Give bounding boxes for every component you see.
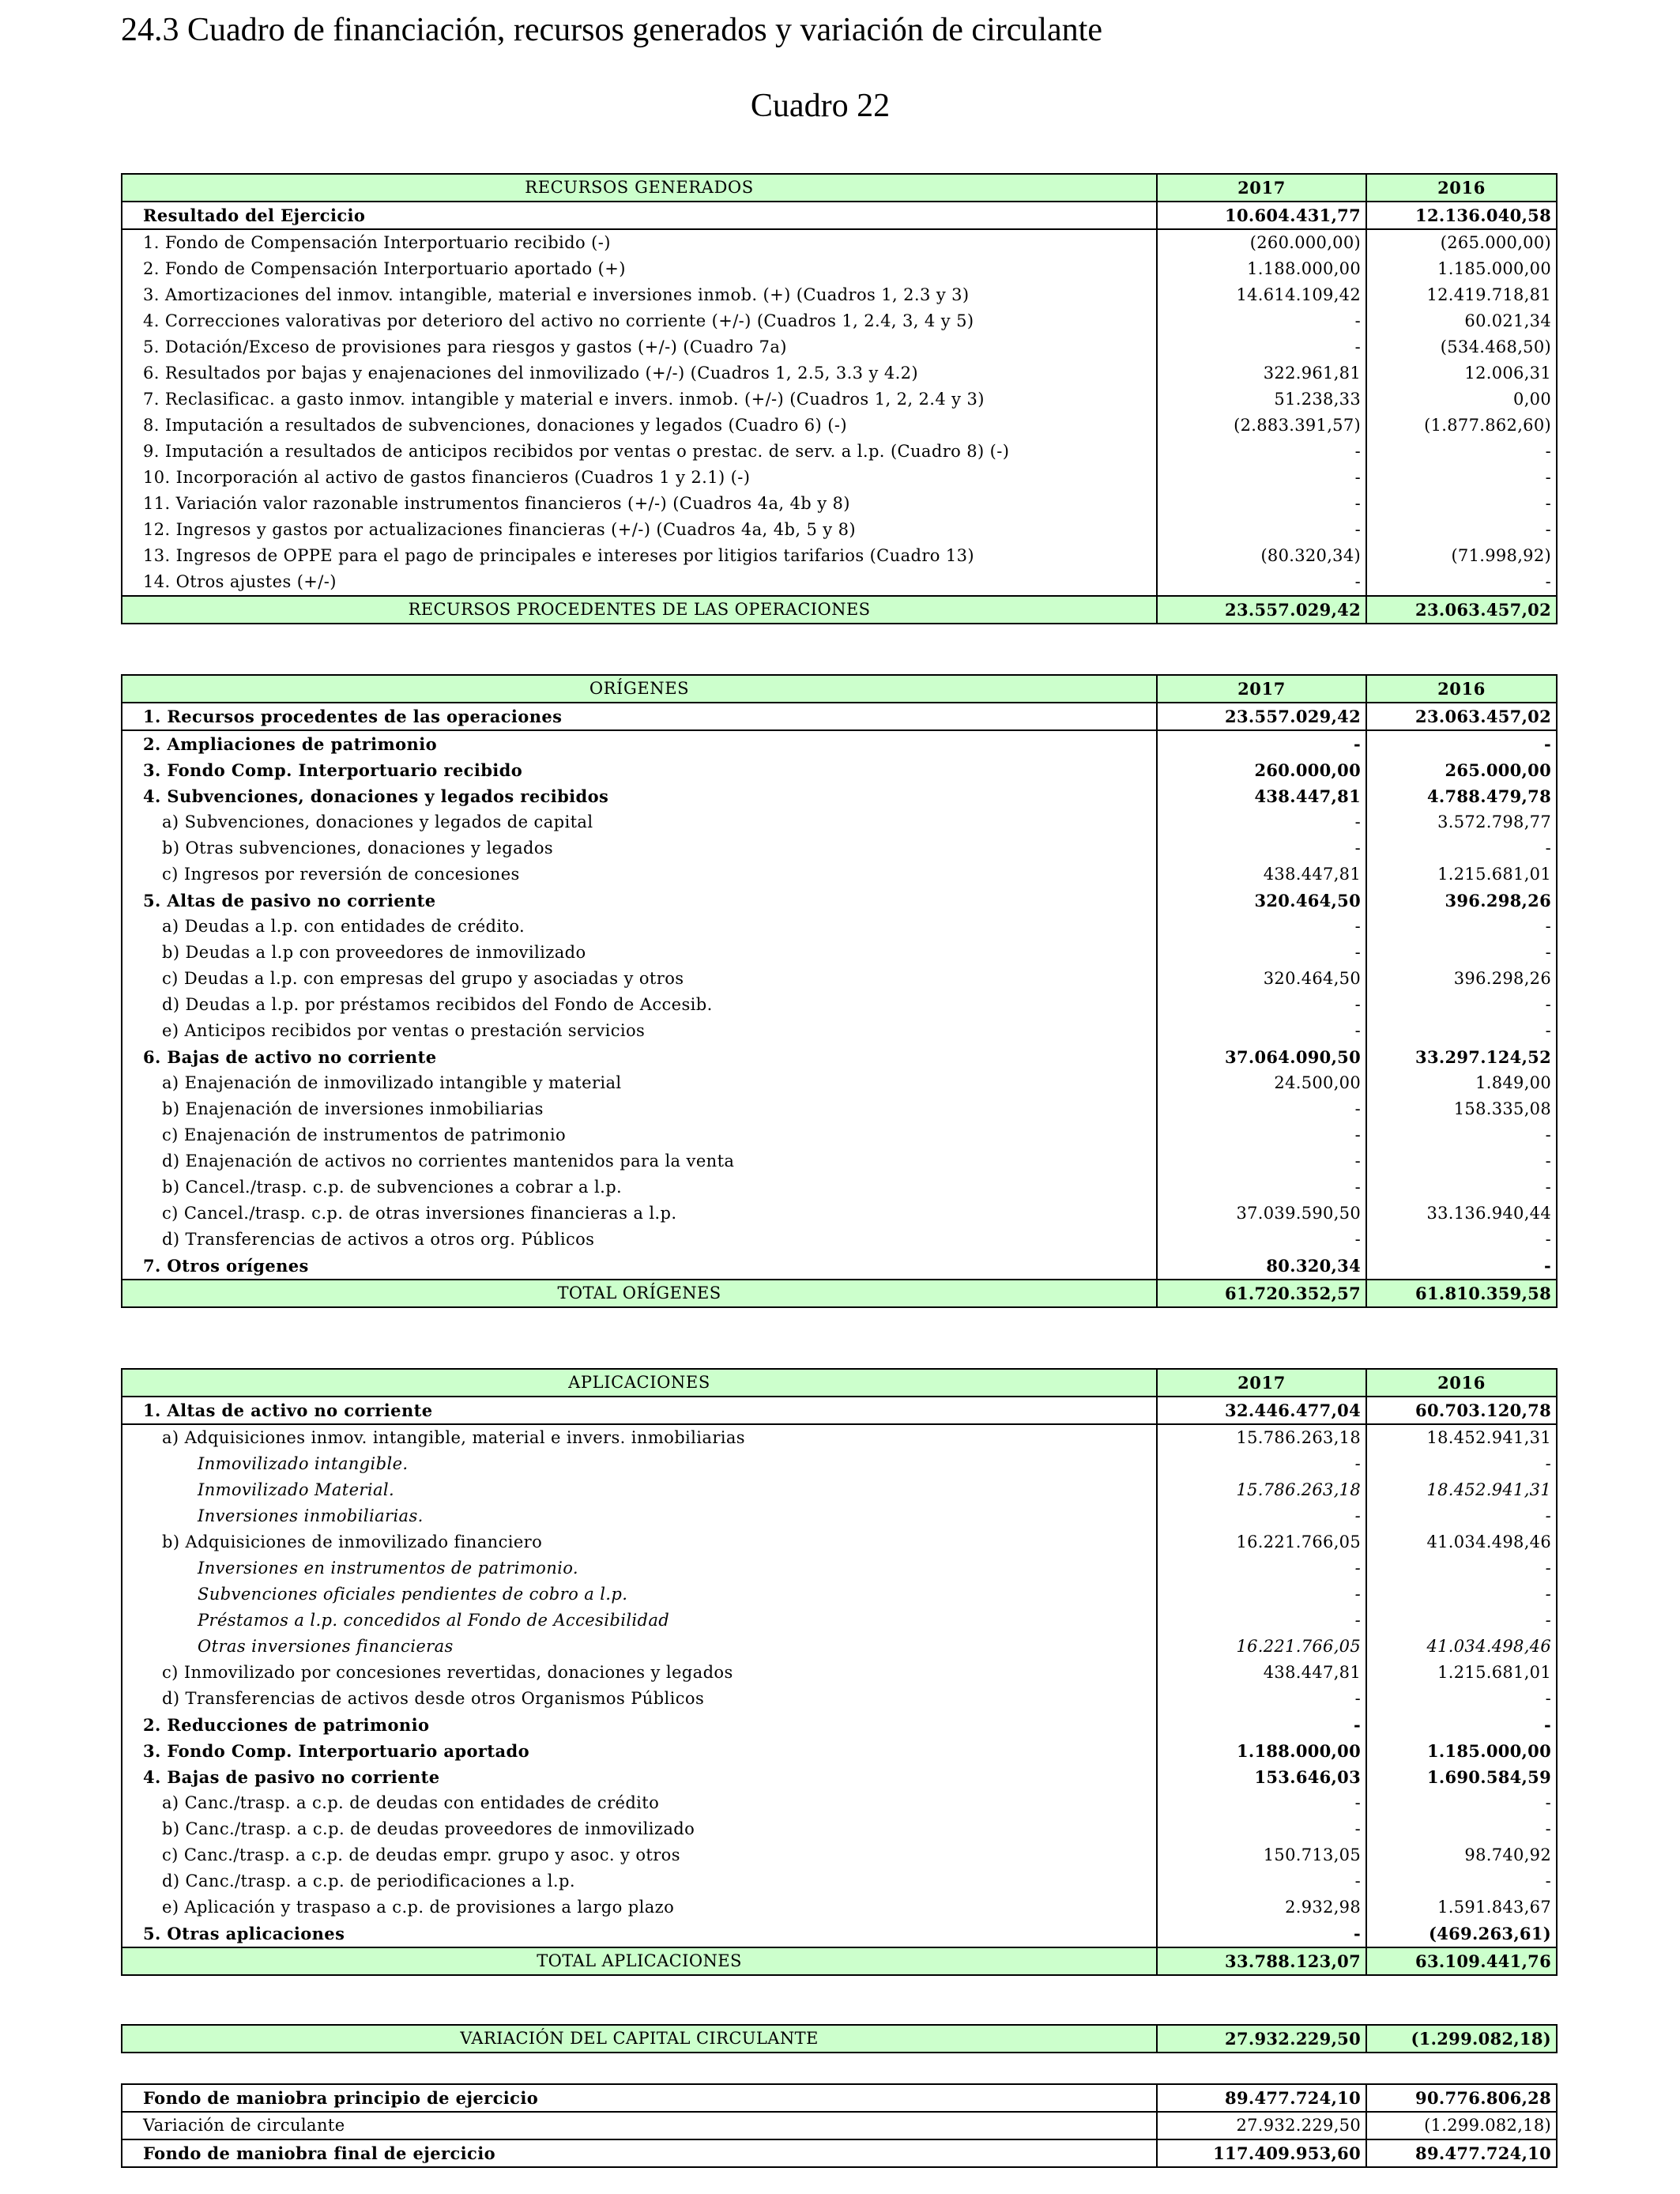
- row-value-2016: 4.788.479,78: [1366, 783, 1557, 809]
- variacion-row: [122, 2025, 1557, 2053]
- row-value-2017: -: [1157, 940, 1366, 966]
- table-row: [122, 757, 1557, 783]
- row-value-2017: -: [1157, 465, 1366, 491]
- row-value-2016: (71.998,92): [1366, 543, 1557, 569]
- row-value-2016: -: [1366, 569, 1557, 596]
- table-row: [122, 835, 1557, 861]
- row-value-2016: 1.690.584,59: [1366, 1764, 1557, 1790]
- row-value-2017: 1.188.000,00: [1157, 1738, 1366, 1764]
- table-row: [122, 2084, 1557, 2112]
- row-value-2017: -: [1157, 1451, 1366, 1477]
- table-row: [122, 1634, 1557, 1660]
- row-value-2016: -: [1366, 940, 1557, 966]
- row-label: b) Adquisiciones de inmovilizado financiero: [122, 1529, 1157, 1555]
- total-value-2016: 63.109.441,76: [1366, 1947, 1557, 1975]
- row-label: 12. Ingresos y gastos por actualizaciones financieras (+/-) (Cuadros 4a, 4b, 5 y 8): [122, 517, 1157, 543]
- row-label: 4. Bajas de pasivo no corriente: [122, 1764, 1157, 1790]
- row-value-2017: 37.064.090,50: [1157, 1044, 1366, 1070]
- table-row: [122, 1477, 1557, 1503]
- row-value-2016: -: [1366, 1451, 1557, 1477]
- row-value-2016: -: [1366, 835, 1557, 861]
- row-label: e) Anticipos recibidos por ventas o prestación servicios: [122, 1018, 1157, 1044]
- row-label: 5. Altas de pasivo no corriente: [122, 888, 1157, 914]
- row-value-2017: -: [1157, 1816, 1366, 1842]
- total-value-2016: 61.810.359,58: [1366, 1280, 1557, 1307]
- row-label: 8. Imputación a resultados de subvenciones, donaciones y legados (Cuadro 6) (-): [122, 413, 1157, 439]
- row-label: c) Deudas a l.p. con empresas del grupo y asociadas y otros: [122, 966, 1157, 992]
- table-row: [122, 1816, 1557, 1842]
- table-row: [122, 202, 1557, 229]
- table-row: [122, 334, 1557, 360]
- row-value-2017: 27.932.229,50: [1157, 2112, 1366, 2139]
- row-value-2016: 1.591.843,67: [1366, 1894, 1557, 1921]
- row-value-2016: -: [1366, 992, 1557, 1018]
- row-label: b) Deudas a l.p con proveedores de inmovilizado: [122, 940, 1157, 966]
- row-value-2016: 98.740,92: [1366, 1842, 1557, 1868]
- row-value-2017: -: [1157, 1868, 1366, 1894]
- row-value-2016: -: [1366, 730, 1557, 757]
- row-value-2016: -: [1366, 1790, 1557, 1816]
- header-year-2016: 2016: [1366, 1369, 1557, 1397]
- row-value-2016: 33.297.124,52: [1366, 1044, 1557, 1070]
- table-row: [122, 229, 1557, 256]
- row-label: 13. Ingresos de OPPE para el pago de principales e intereses por litigios tarifarios (Cuadro 13): [122, 543, 1157, 569]
- table-row: [122, 1122, 1557, 1148]
- row-value-2017: 153.646,03: [1157, 1764, 1366, 1790]
- row-label: 4. Correcciones valorativas por deterioro del activo no corriente (+/-) (Cuadros 1, 2.4, 3, 4 y 5): [122, 308, 1157, 334]
- row-value-2017: 23.557.029,42: [1157, 703, 1366, 730]
- row-value-2017: -: [1157, 1921, 1366, 1947]
- row-label: 6. Resultados por bajas y enajenaciones del inmovilizado (+/-) (Cuadros 1, 2.5, 3.3 y 4.2): [122, 360, 1157, 386]
- row-label: a) Deudas a l.p. con entidades de crédito.: [122, 914, 1157, 940]
- table-row: [122, 256, 1557, 282]
- row-value-2016: 33.136.940,44: [1366, 1201, 1557, 1227]
- row-label: 7. Reclasificac. a gasto inmov. intangible y material e invers. inmob. (+/-) (Cuadros 1, 2, 2.4 y 3): [122, 386, 1157, 413]
- total-row: [122, 1280, 1557, 1307]
- table-row: [122, 1921, 1557, 1947]
- row-label: 1. Fondo de Compensación Interportuario recibido (-): [122, 229, 1157, 256]
- table-row: [122, 1201, 1557, 1227]
- row-label: Fondo de maniobra final de ejercicio: [122, 2139, 1157, 2167]
- row-label: 1. Recursos procedentes de las operaciones: [122, 703, 1157, 730]
- row-value-2016: 12.136.040,58: [1366, 202, 1557, 229]
- table-header-row: [122, 174, 1557, 202]
- table-row: [122, 1070, 1557, 1096]
- row-value-2017: -: [1157, 1686, 1366, 1712]
- table-row: [122, 1581, 1557, 1608]
- row-label: Resultado del Ejercicio: [122, 202, 1157, 229]
- row-value-2017: -: [1157, 1790, 1366, 1816]
- row-value-2016: -: [1366, 1712, 1557, 1738]
- total-label: RECURSOS PROCEDENTES DE LAS OPERACIONES: [122, 596, 1157, 624]
- row-value-2016: (265.000,00): [1366, 229, 1557, 256]
- table-row: [122, 783, 1557, 809]
- row-label: b) Canc./trasp. a c.p. de deudas proveedores de inmovilizado: [122, 1816, 1157, 1842]
- table-row: [122, 282, 1557, 308]
- row-value-2017: -: [1157, 835, 1366, 861]
- row-label: 4. Subvenciones, donaciones y legados recibidos: [122, 783, 1157, 809]
- row-value-2017: -: [1157, 1608, 1366, 1634]
- row-value-2017: 16.221.766,05: [1157, 1634, 1366, 1660]
- table-row: [122, 861, 1557, 888]
- table-row: [122, 1712, 1557, 1738]
- row-value-2017: -: [1157, 1555, 1366, 1581]
- row-value-2016: 1.215.681,01: [1366, 861, 1557, 888]
- table-row: [122, 992, 1557, 1018]
- row-label: 3. Fondo Comp. Interportuario recibido: [122, 757, 1157, 783]
- header-year-2016: 2016: [1366, 174, 1557, 202]
- table-row: [122, 1397, 1557, 1424]
- header-year-2016: 2016: [1366, 675, 1557, 703]
- row-value-2017: 15.786.263,18: [1157, 1424, 1366, 1451]
- row-value-2017: -: [1157, 1581, 1366, 1608]
- row-value-2017: -: [1157, 491, 1366, 517]
- row-value-2016: 18.452.941,31: [1366, 1424, 1557, 1451]
- row-value-2016: -: [1366, 439, 1557, 465]
- row-label: c) Cancel./trasp. c.p. de otras inversiones financieras a l.p.: [122, 1201, 1157, 1227]
- row-value-2016: -: [1366, 1174, 1557, 1201]
- row-label: 5. Dotación/Exceso de provisiones para riesgos y gastos (+/-) (Cuadro 7a): [122, 334, 1157, 360]
- total-value-2016: 23.063.457,02: [1366, 596, 1557, 624]
- row-value-2017: -: [1157, 914, 1366, 940]
- recursos-generados-table: [121, 173, 1558, 624]
- row-label: Fondo de maniobra principio de ejercicio: [122, 2084, 1157, 2112]
- row-value-2017: -: [1157, 334, 1366, 360]
- header-label: APLICACIONES: [122, 1369, 1157, 1397]
- table-row: [122, 1555, 1557, 1581]
- row-label: c) Enajenación de instrumentos de patrimonio: [122, 1122, 1157, 1148]
- total-value-2017: 23.557.029,42: [1157, 596, 1366, 624]
- table-header-row: [122, 675, 1557, 703]
- row-label: c) Inmovilizado por concesiones revertidas, donaciones y legados: [122, 1660, 1157, 1686]
- row-label: a) Enajenación de inmovilizado intangible y material: [122, 1070, 1157, 1096]
- total-value-2017: 61.720.352,57: [1157, 1280, 1366, 1307]
- table-row: [122, 1738, 1557, 1764]
- row-value-2016: -: [1366, 1148, 1557, 1174]
- row-value-2016: 3.572.798,77: [1366, 809, 1557, 835]
- row-value-2016: -: [1366, 1122, 1557, 1148]
- table-row: [122, 413, 1557, 439]
- total-value-2017: 33.788.123,07: [1157, 1947, 1366, 1975]
- table-row: [122, 1424, 1557, 1451]
- row-value-2017: 2.932,98: [1157, 1894, 1366, 1921]
- row-value-2016: 1.215.681,01: [1366, 1660, 1557, 1686]
- row-value-2016: -: [1366, 1816, 1557, 1842]
- row-value-2017: 438.447,81: [1157, 861, 1366, 888]
- table-row: [122, 1868, 1557, 1894]
- row-value-2016: -: [1366, 1227, 1557, 1253]
- row-value-2016: -: [1366, 1503, 1557, 1529]
- row-value-2016: -: [1366, 914, 1557, 940]
- row-value-2017: 89.477.724,10: [1157, 2084, 1366, 2112]
- row-label: 5. Otras aplicaciones: [122, 1921, 1157, 1947]
- row-value-2016: 265.000,00: [1366, 757, 1557, 783]
- row-label: 2. Ampliaciones de patrimonio: [122, 730, 1157, 757]
- header-label: ORÍGENES: [122, 675, 1157, 703]
- row-label: b) Otras subvenciones, donaciones y legados: [122, 835, 1157, 861]
- row-value-2017: -: [1157, 517, 1366, 543]
- row-value-2017: (2.883.391,57): [1157, 413, 1366, 439]
- row-label: 2. Reducciones de patrimonio: [122, 1712, 1157, 1738]
- row-value-2016: 41.034.498,46: [1366, 1529, 1557, 1555]
- row-value-2017: 37.039.590,50: [1157, 1201, 1366, 1227]
- table-row: [122, 1096, 1557, 1122]
- row-value-2016: 0,00: [1366, 386, 1557, 413]
- table-row: [122, 1894, 1557, 1921]
- row-value-2017: -: [1157, 1096, 1366, 1122]
- row-value-2017: -: [1157, 1018, 1366, 1044]
- variacion-value-2016: (1.299.082,18): [1366, 2025, 1557, 2053]
- row-label: Préstamos a l.p. concedidos al Fondo de Accesibilidad: [122, 1608, 1157, 1634]
- row-label: a) Adquisiciones inmov. intangible, material e invers. inmobiliarias: [122, 1424, 1157, 1451]
- row-value-2017: 260.000,00: [1157, 757, 1366, 783]
- row-label: Inmovilizado intangible.: [122, 1451, 1157, 1477]
- row-label: 1. Altas de activo no corriente: [122, 1397, 1157, 1424]
- table-row: [122, 914, 1557, 940]
- row-label: a) Canc./trasp. a c.p. de deudas con entidades de crédito: [122, 1790, 1157, 1816]
- row-label: c) Ingresos por reversión de concesiones: [122, 861, 1157, 888]
- row-value-2017: 117.409.953,60: [1157, 2139, 1366, 2167]
- row-value-2016: 1.185.000,00: [1366, 1738, 1557, 1764]
- row-value-2016: -: [1366, 1868, 1557, 1894]
- table-row: [122, 569, 1557, 596]
- aplicaciones-table: [121, 1368, 1558, 1976]
- total-label: TOTAL APLICACIONES: [122, 1947, 1157, 1975]
- row-label: 3. Fondo Comp. Interportuario aportado: [122, 1738, 1157, 1764]
- row-value-2016: -: [1366, 517, 1557, 543]
- row-value-2016: -: [1366, 1555, 1557, 1581]
- table-row: [122, 888, 1557, 914]
- table-row: [122, 1018, 1557, 1044]
- row-label: Subvenciones oficiales pendientes de cobro a l.p.: [122, 1581, 1157, 1608]
- row-value-2016: 158.335,08: [1366, 1096, 1557, 1122]
- table-row: [122, 1148, 1557, 1174]
- row-label: 9. Imputación a resultados de anticipos recibidos por ventas o prestac. de serv. a l.p. (Cuadro 8) (-): [122, 439, 1157, 465]
- header-year-2017: 2017: [1157, 1369, 1366, 1397]
- table-row: [122, 308, 1557, 334]
- row-value-2017: 32.446.477,04: [1157, 1397, 1366, 1424]
- row-value-2017: 320.464,50: [1157, 888, 1366, 914]
- row-label: 3. Amortizaciones del inmov. intangible, material e inversiones inmob. (+) (Cuadros 1, 2.3 y 3): [122, 282, 1157, 308]
- row-value-2016: -: [1366, 491, 1557, 517]
- row-value-2017: 51.238,33: [1157, 386, 1366, 413]
- row-label: 10. Incorporación al activo de gastos financieros (Cuadros 1 y 2.1) (-): [122, 465, 1157, 491]
- row-value-2017: (260.000,00): [1157, 229, 1366, 256]
- row-label: d) Canc./trasp. a c.p. de periodificaciones a l.p.: [122, 1868, 1157, 1894]
- table-row: [122, 2112, 1557, 2139]
- header-year-2017: 2017: [1157, 675, 1366, 703]
- row-value-2016: (469.263,61): [1366, 1921, 1557, 1947]
- row-value-2017: -: [1157, 992, 1366, 1018]
- row-value-2016: -: [1366, 1581, 1557, 1608]
- row-label: a) Subvenciones, donaciones y legados de capital: [122, 809, 1157, 835]
- table-row: [122, 1227, 1557, 1253]
- row-value-2016: (1.877.862,60): [1366, 413, 1557, 439]
- row-value-2017: 150.713,05: [1157, 1842, 1366, 1868]
- row-value-2017: 15.786.263,18: [1157, 1477, 1366, 1503]
- row-label: Inversiones en instrumentos de patrimonio.: [122, 1555, 1157, 1581]
- row-value-2016: 90.776.806,28: [1366, 2084, 1557, 2112]
- row-value-2017: 16.221.766,05: [1157, 1529, 1366, 1555]
- table-row: [122, 1660, 1557, 1686]
- row-value-2016: 60.703.120,78: [1366, 1397, 1557, 1424]
- table-number: [0, 87, 1680, 125]
- row-label: Inmovilizado Material.: [122, 1477, 1157, 1503]
- row-value-2016: 1.185.000,00: [1366, 256, 1557, 282]
- row-value-2017: 80.320,34: [1157, 1253, 1366, 1280]
- row-value-2017: -: [1157, 1122, 1366, 1148]
- row-value-2017: -: [1157, 730, 1366, 757]
- table-row: [122, 703, 1557, 730]
- row-value-2017: 322.961,81: [1157, 360, 1366, 386]
- row-label: Otras inversiones financieras: [122, 1634, 1157, 1660]
- row-label: d) Transferencias de activos desde otros Organismos Públicos: [122, 1686, 1157, 1712]
- row-value-2017: -: [1157, 1148, 1366, 1174]
- row-label: 2. Fondo de Compensación Interportuario aportado (+): [122, 256, 1157, 282]
- total-label: TOTAL ORÍGENES: [122, 1280, 1157, 1307]
- row-value-2017: 320.464,50: [1157, 966, 1366, 992]
- row-label: c) Canc./trasp. a c.p. de deudas empr. grupo y asoc. y otros: [122, 1842, 1157, 1868]
- total-row: [122, 1947, 1557, 1975]
- row-label: d) Deudas a l.p. por préstamos recibidos del Fondo de Accesib.: [122, 992, 1157, 1018]
- row-value-2017: -: [1157, 308, 1366, 334]
- table-row: [122, 386, 1557, 413]
- table-row: [122, 360, 1557, 386]
- table-row: [122, 1529, 1557, 1555]
- row-value-2017: -: [1157, 439, 1366, 465]
- row-value-2017: -: [1157, 1503, 1366, 1529]
- row-value-2017: 24.500,00: [1157, 1070, 1366, 1096]
- table-row: [122, 1451, 1557, 1477]
- row-value-2017: 14.614.109,42: [1157, 282, 1366, 308]
- table-row: [122, 439, 1557, 465]
- row-value-2017: -: [1157, 1712, 1366, 1738]
- table-row: [122, 1790, 1557, 1816]
- table-header-row: [122, 1369, 1557, 1397]
- table-row: [122, 809, 1557, 835]
- table-row: [122, 966, 1557, 992]
- row-label: 11. Variación valor razonable instrumentos financieros (+/-) (Cuadros 4a, 4b y 8): [122, 491, 1157, 517]
- row-label: b) Cancel./trasp. c.p. de subvenciones a cobrar a l.p.: [122, 1174, 1157, 1201]
- row-value-2016: -: [1366, 1253, 1557, 1280]
- total-row: [122, 596, 1557, 624]
- row-value-2016: 18.452.941,31: [1366, 1477, 1557, 1503]
- row-label: d) Enajenación de activos no corrientes mantenidos para la venta: [122, 1148, 1157, 1174]
- row-value-2016: -: [1366, 465, 1557, 491]
- table-row: [122, 517, 1557, 543]
- fondo-maniobra-table: [121, 2083, 1558, 2168]
- table-row: [122, 1253, 1557, 1280]
- row-label: Inversiones inmobiliarias.: [122, 1503, 1157, 1529]
- table-row: [122, 1764, 1557, 1790]
- row-value-2017: 438.447,81: [1157, 783, 1366, 809]
- table-row: [122, 1503, 1557, 1529]
- row-label: e) Aplicación y traspaso a c.p. de provisiones a largo plazo: [122, 1894, 1157, 1921]
- header-year-2017: 2017: [1157, 174, 1366, 202]
- table-row: [122, 730, 1557, 757]
- header-label: RECURSOS GENERADOS: [122, 174, 1157, 202]
- row-value-2016: 89.477.724,10: [1366, 2139, 1557, 2167]
- variacion-value-2017: 27.932.229,50: [1157, 2025, 1366, 2053]
- row-value-2017: 1.188.000,00: [1157, 256, 1366, 282]
- row-value-2016: -: [1366, 1018, 1557, 1044]
- page-title: 24.3 Cuadro de financiación, recursos generados y variación de circulante: [121, 12, 1102, 48]
- table-row: [122, 543, 1557, 569]
- table-row: [122, 1608, 1557, 1634]
- row-value-2016: 41.034.498,46: [1366, 1634, 1557, 1660]
- row-value-2017: 438.447,81: [1157, 1660, 1366, 1686]
- row-value-2016: 396.298,26: [1366, 888, 1557, 914]
- variacion-label: VARIACIÓN DEL CAPITAL CIRCULANTE: [122, 2025, 1157, 2053]
- row-label: b) Enajenación de inversiones inmobiliarias: [122, 1096, 1157, 1122]
- table-row: [122, 1044, 1557, 1070]
- table-row: [122, 2139, 1557, 2167]
- row-label: 7. Otros orígenes: [122, 1253, 1157, 1280]
- row-label: d) Transferencias de activos a otros org. Públicos: [122, 1227, 1157, 1253]
- row-value-2016: 1.849,00: [1366, 1070, 1557, 1096]
- row-value-2017: -: [1157, 1174, 1366, 1201]
- row-value-2016: 23.063.457,02: [1366, 703, 1557, 730]
- row-value-2016: -: [1366, 1686, 1557, 1712]
- origenes-table: [121, 674, 1558, 1308]
- row-value-2016: -: [1366, 1608, 1557, 1634]
- table-row: [122, 1842, 1557, 1868]
- table-row: [122, 1686, 1557, 1712]
- row-value-2016: (534.468,50): [1366, 334, 1557, 360]
- row-value-2017: (80.320,34): [1157, 543, 1366, 569]
- row-label: Variación de circulante: [122, 2112, 1157, 2139]
- row-value-2016: 396.298,26: [1366, 966, 1557, 992]
- row-value-2017: 10.604.431,77: [1157, 202, 1366, 229]
- row-value-2016: (1.299.082,18): [1366, 2112, 1557, 2139]
- table-row: [122, 491, 1557, 517]
- table-row: [122, 1174, 1557, 1201]
- row-value-2017: -: [1157, 569, 1366, 596]
- table-number-label: Cuadro 22: [750, 88, 891, 124]
- row-label: 6. Bajas de activo no corriente: [122, 1044, 1157, 1070]
- row-value-2016: 12.419.718,81: [1366, 282, 1557, 308]
- row-value-2017: -: [1157, 1227, 1366, 1253]
- row-value-2017: -: [1157, 809, 1366, 835]
- table-row: [122, 465, 1557, 491]
- row-label: 14. Otros ajustes (+/-): [122, 569, 1157, 596]
- row-value-2016: 60.021,34: [1366, 308, 1557, 334]
- variacion-circulante-table: [121, 2024, 1558, 2053]
- row-value-2016: 12.006,31: [1366, 360, 1557, 386]
- table-row: [122, 940, 1557, 966]
